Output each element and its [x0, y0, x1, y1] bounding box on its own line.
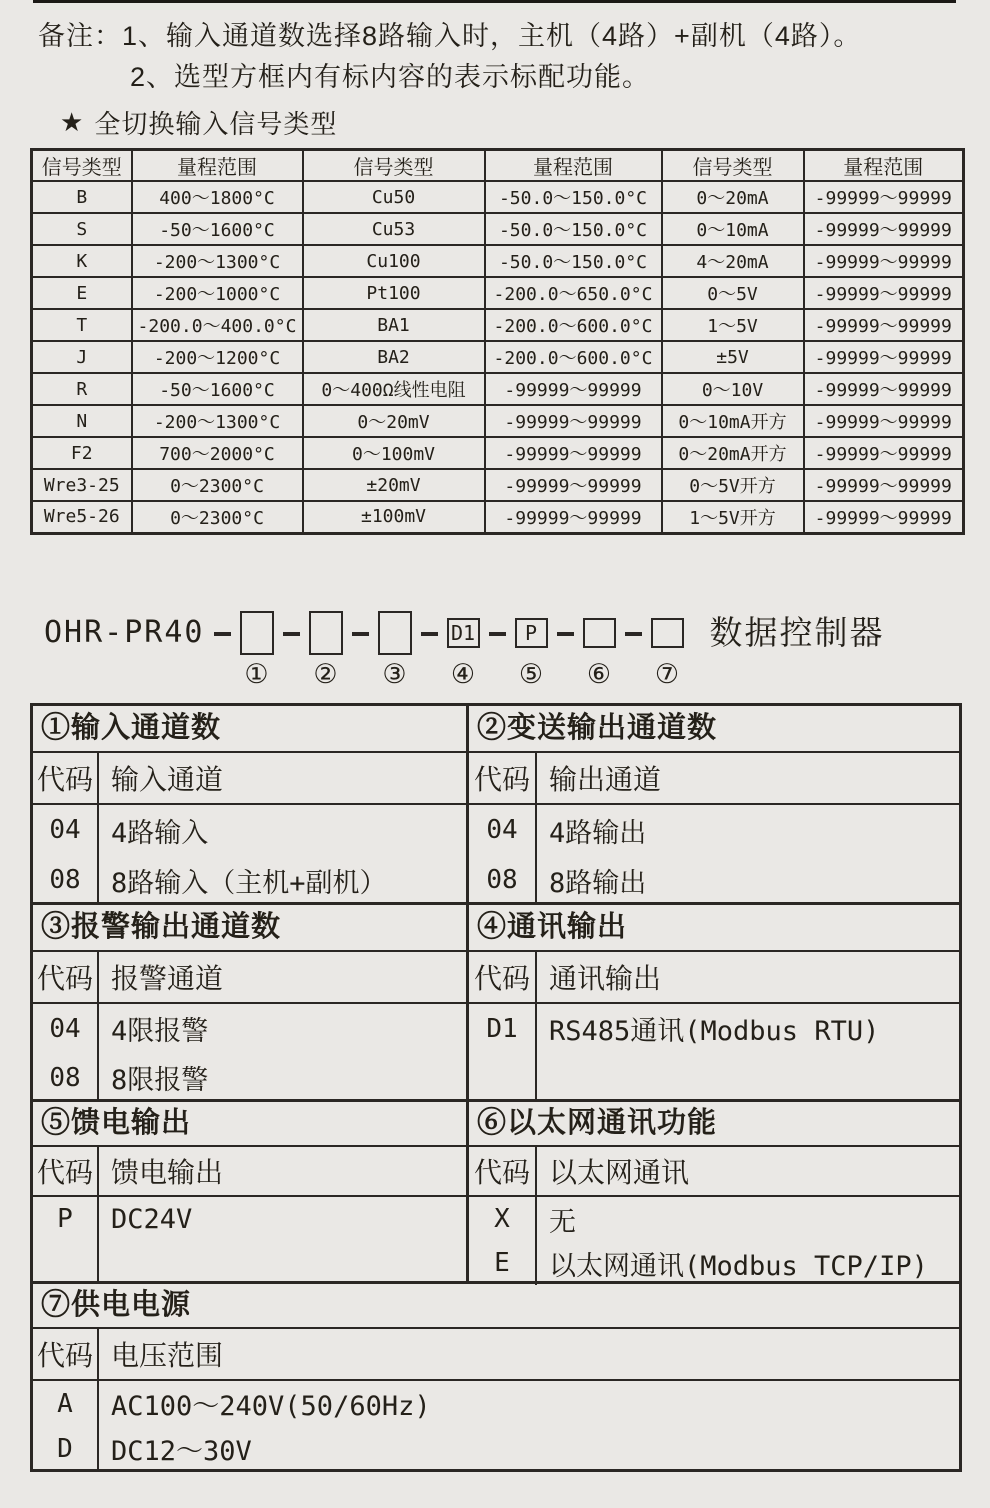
cell: -99999～99999 — [804, 213, 964, 245]
code-value: A — [57, 1388, 73, 1419]
model-slot-boxzone — [240, 610, 274, 656]
option-label: 无 — [549, 1206, 576, 1238]
cell: -200.0～650.0°C — [485, 277, 662, 309]
table-row — [32, 277, 964, 309]
model-slot-boxzone — [583, 610, 616, 656]
note-label: 备注： — [38, 21, 122, 51]
cell: -200～1000°C — [132, 277, 303, 309]
section-communication-output — [469, 905, 959, 1102]
code-header: 代码 — [33, 952, 99, 1002]
section-title: ⑤馈电输出 — [33, 1102, 466, 1147]
value-column — [537, 1197, 959, 1285]
model-slot-box-5: P — [515, 618, 548, 648]
cell: 0～5V开方 — [662, 469, 804, 501]
col-header-signal-type-3: 信号类型 — [662, 150, 804, 182]
model-slot-number-7: ⑦ — [654, 659, 680, 689]
cell: T — [32, 309, 132, 341]
cell: -200～1300°C — [132, 245, 303, 277]
cell: 1～5V — [662, 309, 804, 341]
section-input-channels — [33, 706, 469, 905]
star-icon: ★ — [60, 107, 85, 137]
dash-separator — [352, 632, 369, 636]
cell: B — [32, 181, 132, 213]
cell: F2 — [32, 437, 132, 469]
value-header: 输出通道 — [549, 764, 662, 795]
model-code-diagram — [44, 610, 885, 688]
cell: -99999～99999 — [804, 405, 964, 437]
table-row — [32, 245, 964, 277]
section-ethernet-communication — [469, 1102, 959, 1284]
code-header: 代码 — [33, 1147, 99, 1195]
model-prefix: OHR-PR40 — [44, 615, 205, 650]
cell: 0～10mA开方 — [662, 405, 804, 437]
cell: -99999～99999 — [485, 469, 662, 501]
section-body — [469, 805, 959, 905]
note-line-1 — [38, 14, 861, 53]
cell: S — [32, 213, 132, 245]
section-header-row — [33, 952, 466, 1004]
model-slot-number-6: ⑥ — [586, 659, 612, 689]
code-header: 代码 — [469, 753, 537, 803]
section-alarm-output-channels — [33, 905, 469, 1102]
code-value: 04 — [49, 1013, 81, 1044]
cell: Cu50 — [303, 181, 485, 213]
value-column — [99, 1004, 466, 1102]
model-slot-6 — [583, 610, 616, 688]
cell: K — [32, 245, 132, 277]
code-value: E — [494, 1248, 510, 1278]
value-column — [537, 1004, 959, 1099]
cell: -99999～99999 — [804, 309, 964, 341]
section-body — [469, 1004, 959, 1099]
code-column — [33, 1004, 99, 1102]
cell: Cu100 — [303, 245, 485, 277]
section-title: ③报警输出通道数 — [33, 905, 466, 952]
page-top-rule — [33, 0, 956, 3]
model-slot-number-1: ① — [244, 659, 269, 689]
option-label: 8限报警 — [111, 1065, 209, 1096]
code-column — [469, 805, 537, 905]
cell: ±5V — [662, 341, 804, 373]
table-row — [32, 405, 964, 437]
signal-type-table — [30, 148, 965, 535]
cell: -200.0～600.0°C — [485, 309, 662, 341]
value-column — [99, 805, 466, 905]
table-row — [32, 373, 964, 405]
code-header: 代码 — [469, 952, 537, 1002]
dash-separator — [489, 632, 506, 636]
section-feed-power-output — [33, 1102, 469, 1284]
cell: Pt100 — [303, 277, 485, 309]
col-header-signal-type-1: 信号类型 — [32, 150, 132, 182]
option-label: 4路输入 — [111, 817, 209, 849]
model-slot-number-4: ④ — [450, 659, 476, 689]
model-slot-box-3 — [378, 611, 412, 655]
cell: 700～2000°C — [132, 437, 303, 469]
section-body — [33, 1381, 959, 1471]
value-column — [537, 805, 959, 905]
cell: -99999～99999 — [804, 469, 964, 501]
cell: -50～1600°C — [132, 373, 303, 405]
model-slot-box-4: D1 — [447, 618, 480, 648]
model-slot-boxzone — [378, 610, 412, 656]
dash-separator — [283, 632, 300, 636]
cell: 0～20mA开方 — [662, 437, 804, 469]
cell: 0～2300°C — [132, 501, 303, 533]
section-body — [469, 1197, 959, 1285]
cell: ±100mV — [303, 501, 485, 533]
section-title: ④通讯输出 — [469, 905, 959, 952]
section-header-row — [469, 1147, 959, 1197]
cell: 0～100mV — [303, 437, 485, 469]
value-header: 输入通道 — [111, 764, 224, 795]
cell: 0～10V — [662, 373, 804, 405]
cell: -99999～99999 — [804, 181, 964, 213]
note-line-2: 2、选型方框内有标内容的表示标配功能。 — [130, 62, 651, 92]
cell: -99999～99999 — [485, 501, 662, 533]
section-title: ①输入通道数 — [33, 706, 466, 753]
value-header: 电压范围 — [111, 1340, 224, 1371]
cell: N — [32, 405, 132, 437]
table-row — [32, 181, 964, 213]
model-slot-2 — [309, 610, 343, 688]
cell: -200～1200°C — [132, 341, 303, 373]
model-suffix: 数据控制器 — [709, 614, 885, 651]
code-column — [33, 805, 99, 905]
option-label: RS485通讯(Modbus RTU) — [549, 1016, 880, 1047]
cell: -99999～99999 — [485, 373, 662, 405]
section-body — [33, 805, 466, 905]
cell: 0～2300°C — [132, 469, 303, 501]
option-label: 以太网通讯(Modbus TCP/IP) — [549, 1250, 928, 1282]
option-label: 8路输出 — [549, 867, 647, 899]
cell: 0～400Ω线性电阻 — [303, 373, 485, 405]
value-header: 以太网通讯 — [549, 1157, 690, 1188]
option-label: AC100～240V(50/60Hz) — [111, 1391, 431, 1422]
col-header-range-2: 量程范围 — [485, 150, 662, 182]
dash-separator — [557, 632, 574, 636]
model-slot-boxzone — [447, 610, 480, 656]
code-value: 08 — [486, 865, 518, 895]
cell: 1～5V开方 — [662, 501, 804, 533]
cell: -99999～99999 — [804, 501, 964, 533]
dash-separator — [625, 632, 642, 636]
value-header: 通讯输出 — [549, 963, 662, 994]
cell: 0～10mA — [662, 213, 804, 245]
section-body — [33, 1197, 466, 1281]
cell: -200.0～400.0°C — [132, 309, 303, 341]
code-value: 04 — [49, 815, 81, 845]
section-transmit-output-channels — [469, 706, 959, 905]
section-power-supply — [33, 1284, 959, 1469]
code-value: 04 — [486, 815, 518, 845]
star-heading-text: 全切换输入信号类型 — [94, 109, 338, 139]
section-title: ②变送输出通道数 — [469, 706, 959, 753]
cell: 4～20mA — [662, 245, 804, 277]
code-header: 代码 — [469, 1147, 537, 1195]
section-header-row — [469, 753, 959, 805]
value-header: 馈电输出 — [111, 1157, 224, 1188]
option-label: 8路输入（主机+副机） — [111, 867, 387, 899]
value-column — [99, 1197, 466, 1281]
model-slot-boxzone — [309, 610, 343, 656]
selection-tables — [30, 703, 962, 1472]
cell: E — [32, 277, 132, 309]
note-1-text: 1、输入通道数选择8路输入时，主机（4路）+副机（4路）。 — [122, 21, 862, 51]
table-row — [32, 469, 964, 501]
value-column — [99, 1381, 959, 1471]
model-slot-number-2: ② — [313, 659, 338, 689]
cell: -50.0～150.0°C — [485, 213, 662, 245]
cell: -99999～99999 — [804, 437, 964, 469]
model-slot-1 — [240, 610, 274, 688]
model-slot-number-3: ③ — [382, 659, 407, 689]
code-column — [469, 1004, 537, 1099]
cell: J — [32, 341, 132, 373]
table-row — [32, 309, 964, 341]
model-slot-box-7 — [651, 618, 684, 648]
model-slot-4 — [447, 610, 480, 688]
cell: Cu53 — [303, 213, 485, 245]
cell: -200～1300°C — [132, 405, 303, 437]
cell: 400～1800°C — [132, 181, 303, 213]
option-label: 4路输出 — [549, 817, 647, 849]
cell: 0～20mV — [303, 405, 485, 437]
col-header-signal-type-2: 信号类型 — [303, 150, 485, 182]
table-row — [32, 341, 964, 373]
model-slot-3 — [378, 610, 412, 688]
cell: -50.0～150.0°C — [485, 181, 662, 213]
dash-separator — [214, 632, 231, 636]
cell: -99999～99999 — [804, 373, 964, 405]
col-header-range-3: 量程范围 — [804, 150, 964, 182]
model-slot-boxzone — [515, 610, 548, 656]
section-header-row — [33, 1329, 959, 1381]
code-column — [33, 1197, 99, 1281]
section-header-row — [33, 753, 466, 805]
cell: -99999～99999 — [485, 405, 662, 437]
model-slot-number-5: ⑤ — [518, 659, 544, 689]
code-header: 代码 — [33, 1329, 99, 1379]
code-value: P — [57, 1204, 73, 1234]
cell: -50.0～150.0°C — [485, 245, 662, 277]
option-label: DC12～30V — [111, 1436, 252, 1467]
cell: -200.0～600.0°C — [485, 341, 662, 373]
code-column — [33, 1381, 99, 1471]
code-value: 08 — [49, 1062, 81, 1093]
model-slot-box-6 — [583, 618, 616, 648]
code-value: X — [494, 1204, 510, 1234]
code-header: 代码 — [33, 753, 99, 803]
cell: 0～5V — [662, 277, 804, 309]
code-value: D — [57, 1433, 73, 1464]
cell: -99999～99999 — [804, 245, 964, 277]
dash-separator — [421, 632, 438, 636]
cell: R — [32, 373, 132, 405]
section-header-row — [469, 952, 959, 1004]
cell: -99999～99999 — [485, 437, 662, 469]
code-value: 08 — [49, 865, 81, 895]
model-slot-box-2 — [309, 611, 343, 655]
model-slot-7 — [651, 610, 684, 688]
col-header-range-1: 量程范围 — [132, 150, 303, 182]
section-body — [33, 1004, 466, 1102]
cell: ±20mV — [303, 469, 485, 501]
signal-table-header-row — [32, 150, 964, 182]
code-value: D1 — [486, 1013, 518, 1044]
model-slot-box-1 — [240, 611, 274, 655]
cell: 0～20mA — [662, 181, 804, 213]
cell: -99999～99999 — [804, 341, 964, 373]
cell: Wre3-25 — [32, 469, 132, 501]
table-row — [32, 437, 964, 469]
model-slot-boxzone — [651, 610, 684, 656]
cell: BA1 — [303, 309, 485, 341]
option-label: 4限报警 — [111, 1016, 209, 1047]
table-row — [32, 501, 964, 533]
section-title: ⑦供电电源 — [33, 1284, 959, 1329]
cell: Wre5-26 — [32, 501, 132, 533]
cell: -99999～99999 — [804, 277, 964, 309]
option-label: DC24V — [111, 1203, 193, 1235]
cell: BA2 — [303, 341, 485, 373]
cell: -50～1600°C — [132, 213, 303, 245]
section-header-row — [33, 1147, 466, 1197]
star-heading — [60, 104, 337, 141]
section-title: ⑥以太网通讯功能 — [469, 1102, 959, 1147]
table-row — [32, 213, 964, 245]
code-column — [469, 1197, 537, 1285]
value-header: 报警通道 — [111, 963, 224, 994]
model-slot-5 — [515, 610, 548, 688]
